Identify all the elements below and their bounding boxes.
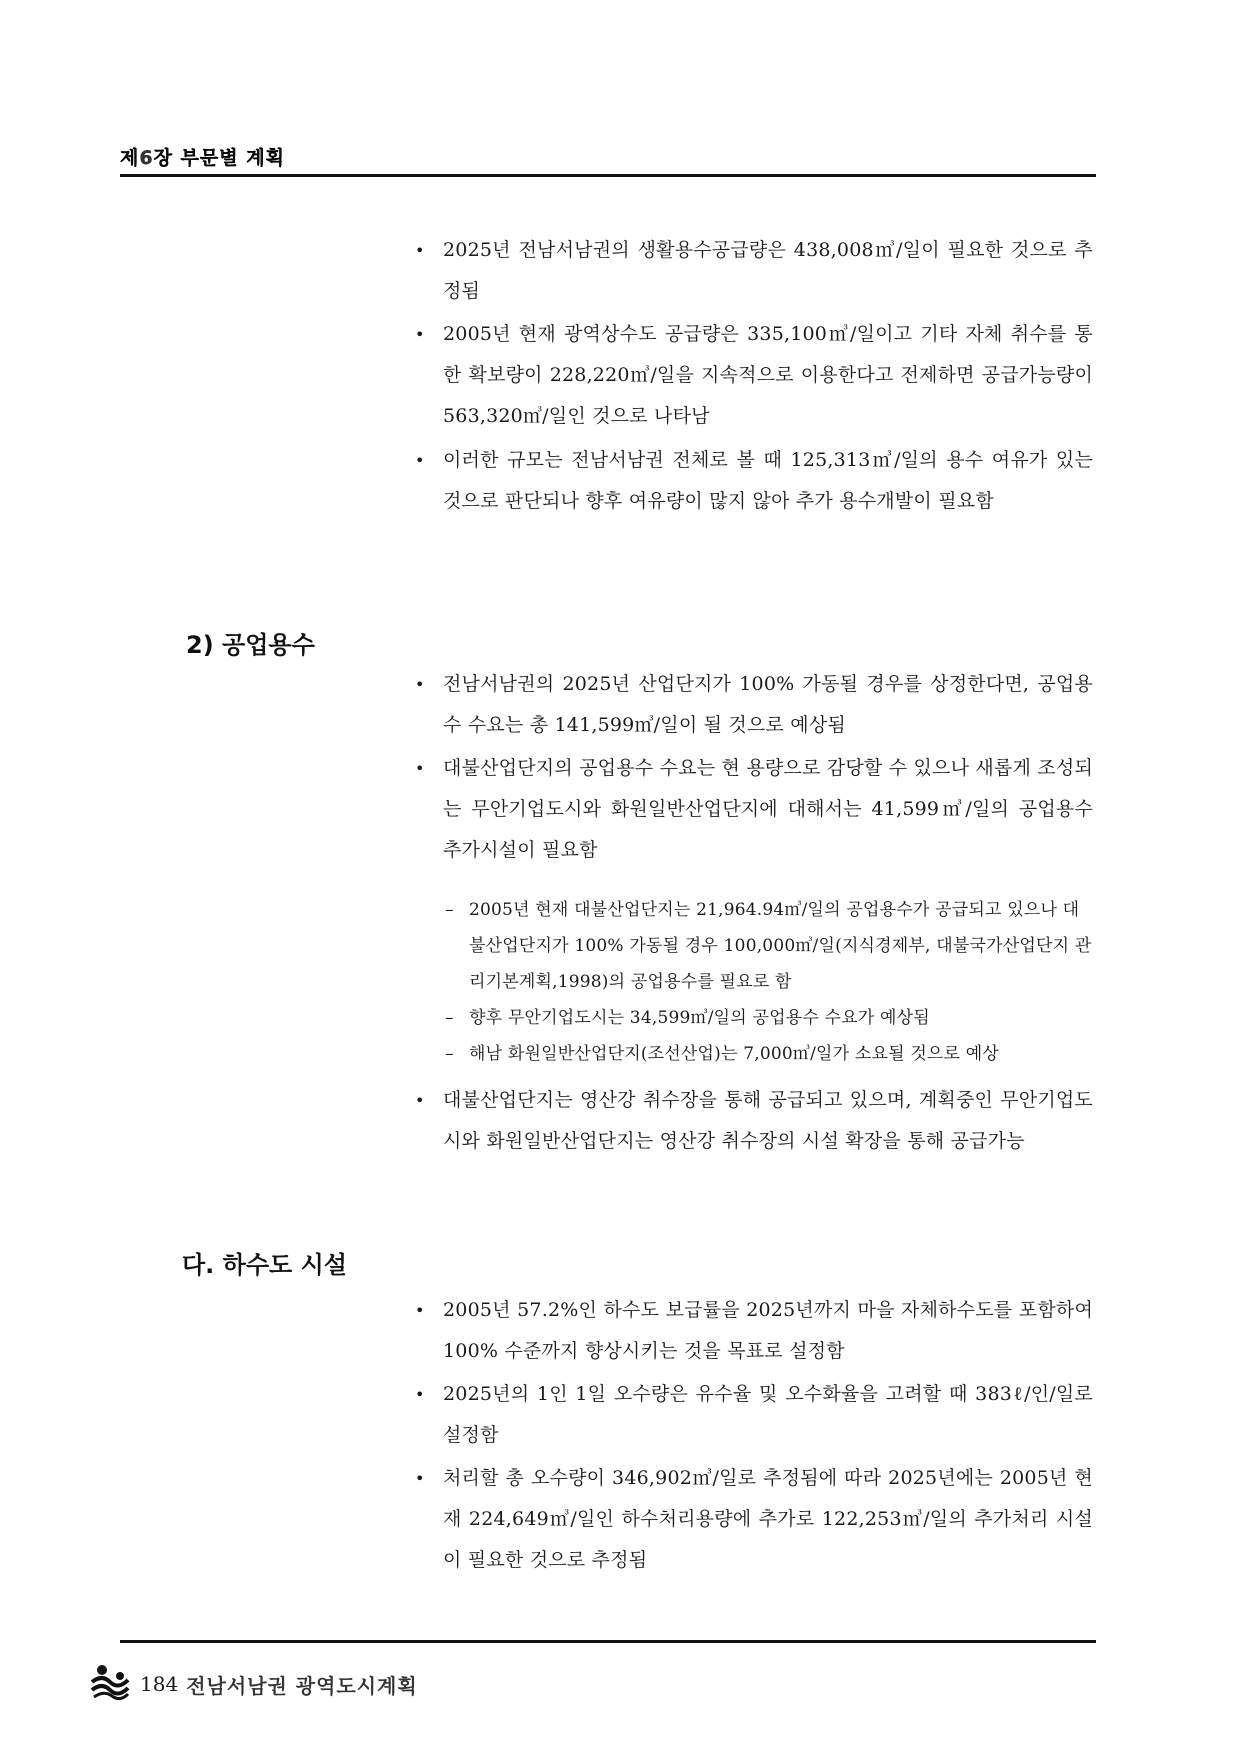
footer-line	[88, 1662, 418, 1706]
bullet-icon: •	[415, 451, 425, 470]
sub-item: – 향후 무안기업도시는 34,599㎥/일의 공업용수 수요가 예상됨	[445, 1000, 1095, 1036]
bullet-item: • 2025년의 1인 1일 오수량은 유수율 및 오수화율을 고려할 때 383ℓ/인/일로 설정함	[433, 1374, 1093, 1456]
bullet-icon: •	[415, 675, 425, 694]
bullet-item: • 대불산업단지는 영산강 취수장을 통해 공급되고 있으며, 계획중인 무안기업도시와 화원일반산업단지는 영산강 취수장의 시설 확장을 통해 공급가능	[433, 1080, 1093, 1162]
bullet-icon: •	[415, 1385, 425, 1404]
bullet-item: • 대불산업단지의 공업용수 수요는 현 용량으로 감당할 수 있으나 새롭게 조성되는 무안기업도시와 화원일반산업단지에 대해서는 41,599㎥/일의 공업용수 추가시설이 필요함	[433, 748, 1093, 871]
bullet-icon: •	[415, 1469, 425, 1488]
footer-divider	[120, 1640, 1096, 1643]
section-heading-industrial-water: 2) 공업용수	[186, 631, 315, 659]
bullet-item: • 2005년 현재 광역상수도 공급량은 335,100㎥/일이고 기타 자체 취수를 통한 확보량이 228,220㎥/일을 지속적으로 이용한다고 전제하면 공급가능량이 563,320㎥/일인 것으로 나타남	[433, 314, 1093, 437]
bullet-icon: •	[415, 325, 425, 344]
sub-item: – 2005년 현재 대불산업단지는 21,964.94㎥/일의 공업용수가 공급되고 있으나 대불산업단지가 100% 가동될 경우 100,000㎥/일(지식경제부, 대불국가산업단지 관리기본계획,1998)의 공업용수를 필요로 함	[445, 892, 1095, 1000]
publication-title: 전남서남권 광역도시계획	[186, 1673, 418, 1698]
bullet-item: • 2025년 전남서남권의 생활용수공급량은 438,008㎥/일이 필요한 것으로 추정됨	[433, 230, 1093, 312]
dash-icon: –	[445, 900, 454, 920]
bullet-item: • 처리할 총 오수량이 346,902㎥/일로 추정됨에 따라 2025년에는 2005년 현재 224,649㎥/일인 하수처리용량에 추가로 122,253㎥/일의 추가처리 시설이 필요한 것으로 추정됨	[433, 1458, 1093, 1581]
sub-item: – 해남 화원일반산업단지(조선산업)는 7,000㎥/일가 소요될 것으로 예상	[445, 1036, 1095, 1072]
bullet-icon: •	[415, 759, 425, 778]
header-divider	[120, 174, 1096, 177]
dash-icon: –	[445, 1044, 454, 1064]
chapter-title: 제6장 부문별 계획	[120, 147, 285, 169]
bullet-icon: •	[415, 1091, 425, 1110]
wave-logo-icon	[88, 1662, 132, 1706]
bullet-icon: •	[415, 241, 425, 260]
bullet-item: • 이러한 규모는 전남서남권 전체로 볼 때 125,313㎥/일의 용수 여유가 있는 것으로 판단되나 향후 여유량이 많지 않아 추가 용수개발이 필요함	[433, 440, 1093, 522]
dash-icon: –	[445, 1008, 454, 1028]
bullet-item: • 2005년 57.2%인 하수도 보급률을 2025년까지 마을 자체하수도를 포함하여 100% 수준까지 향상시키는 것을 목표로 설정함	[433, 1290, 1093, 1372]
section-heading-sewage: 다. 하수도 시설	[182, 1251, 347, 1279]
bullet-icon: •	[415, 1301, 425, 1320]
bullet-item: • 전남서남권의 2025년 산업단지가 100% 가동될 경우를 상정한다면, 공업용수 수요는 총 141,599㎥/일이 될 것으로 예상됨	[433, 664, 1093, 746]
page-number: 184	[140, 1672, 179, 1696]
